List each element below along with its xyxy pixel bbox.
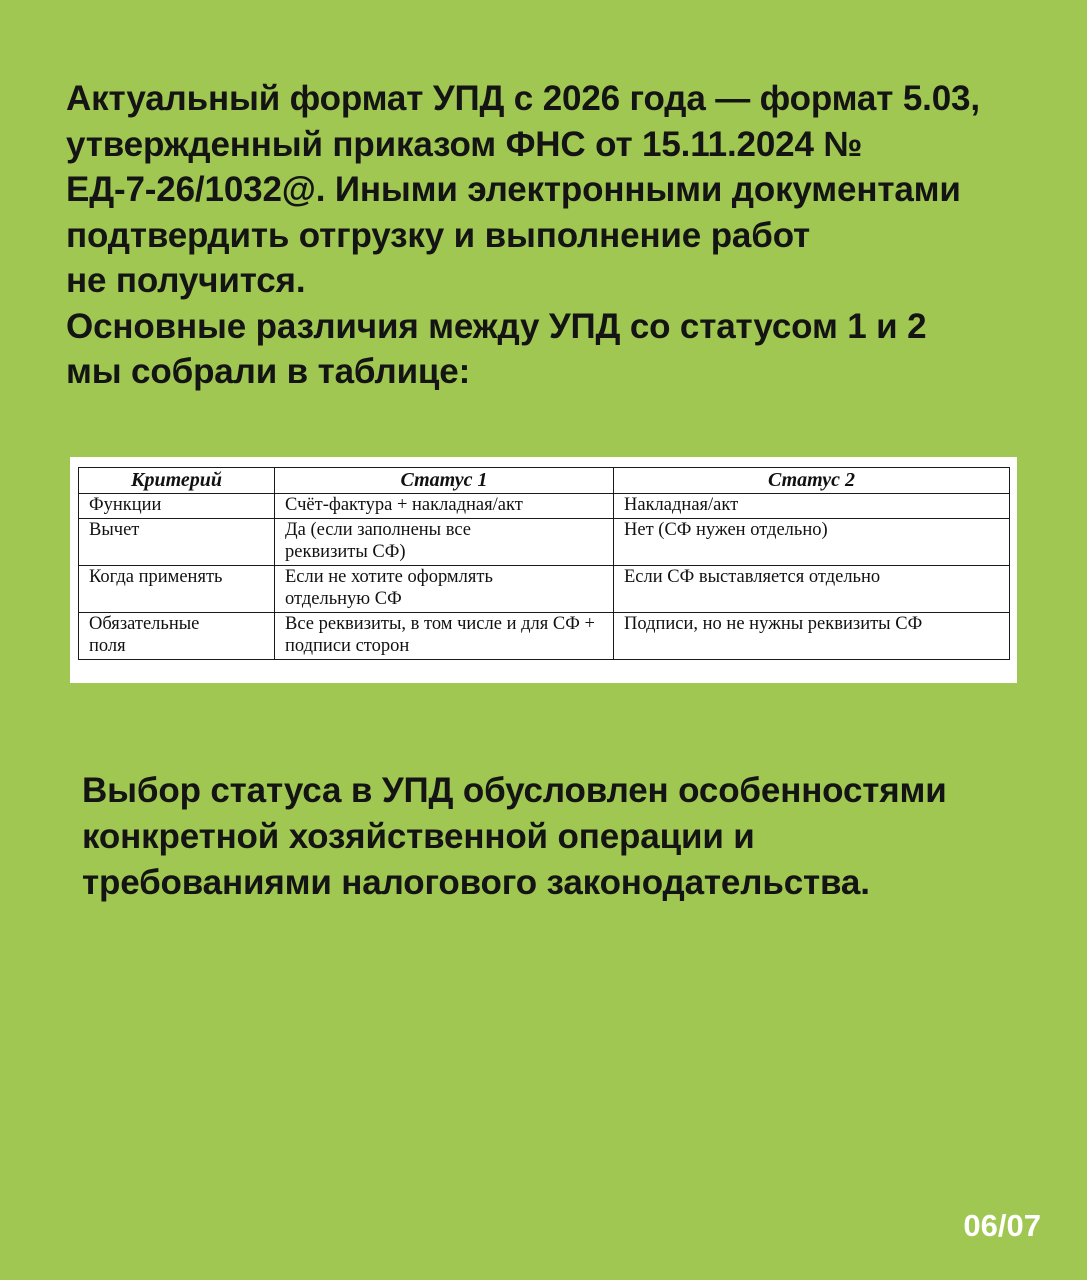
table-row bbox=[79, 494, 1010, 519]
intro-text bbox=[66, 76, 1056, 395]
intro-line: Основные различия между УПД со статусом 1 и 2 bbox=[66, 306, 927, 346]
conclusion-line: Выбор статуса в УПД обусловлен особенностями bbox=[82, 771, 947, 810]
table-cell: Подписи, но не нужны реквизиты СФ bbox=[614, 613, 1010, 660]
table-row bbox=[79, 566, 1010, 613]
comparison-table-card bbox=[70, 457, 1017, 683]
table-cell: Накладная/акт bbox=[614, 494, 1010, 519]
column-header-criterion: Критерий bbox=[79, 468, 275, 494]
conclusion-text bbox=[82, 768, 1042, 906]
table-row bbox=[79, 613, 1010, 660]
table-cell: Нет (СФ нужен отдельно) bbox=[614, 519, 1010, 566]
intro-line: подтвердить отгрузку и выполнение работ bbox=[66, 215, 811, 255]
table-cell: Когда применять bbox=[79, 566, 275, 613]
table-header-row bbox=[79, 468, 1010, 494]
table-cell: Все реквизиты, в том числе и для СФ + подписи сторон bbox=[275, 613, 614, 660]
conclusion-line: конкретной хозяйственной операции и bbox=[82, 817, 755, 856]
table-cell: Счёт-фактура + накладная/акт bbox=[275, 494, 614, 519]
intro-line: не получится. bbox=[66, 261, 306, 300]
intro-line: утвержденный приказом ФНС от 15.11.2024 № bbox=[66, 124, 863, 164]
intro-line: Актуальный формат УПД с 2026 года — формат 5.03, bbox=[66, 79, 980, 118]
table-cell: Функции bbox=[79, 494, 275, 519]
page-number: 06/07 bbox=[963, 1208, 1041, 1243]
comparison-table bbox=[78, 467, 1010, 660]
table-cell: Если СФ выставляется отдельно bbox=[614, 566, 1010, 613]
table-cell: Вычет bbox=[79, 519, 275, 566]
intro-line: мы собрали в таблице: bbox=[66, 352, 471, 391]
table-row bbox=[79, 519, 1010, 566]
conclusion-line: требованиями налогового законодательства. bbox=[82, 863, 870, 902]
table-cell: Обязательные поля bbox=[79, 613, 275, 660]
column-header-status-1: Статус 1 bbox=[275, 468, 614, 494]
intro-line: ЕД-7-26/1032@. Иными электронными документами bbox=[66, 170, 961, 209]
table-cell: Если не хотите оформлять отдельную СФ bbox=[275, 566, 614, 613]
column-header-status-2: Статус 2 bbox=[614, 468, 1010, 494]
table-cell: Да (если заполнены все реквизиты СФ) bbox=[275, 519, 614, 566]
